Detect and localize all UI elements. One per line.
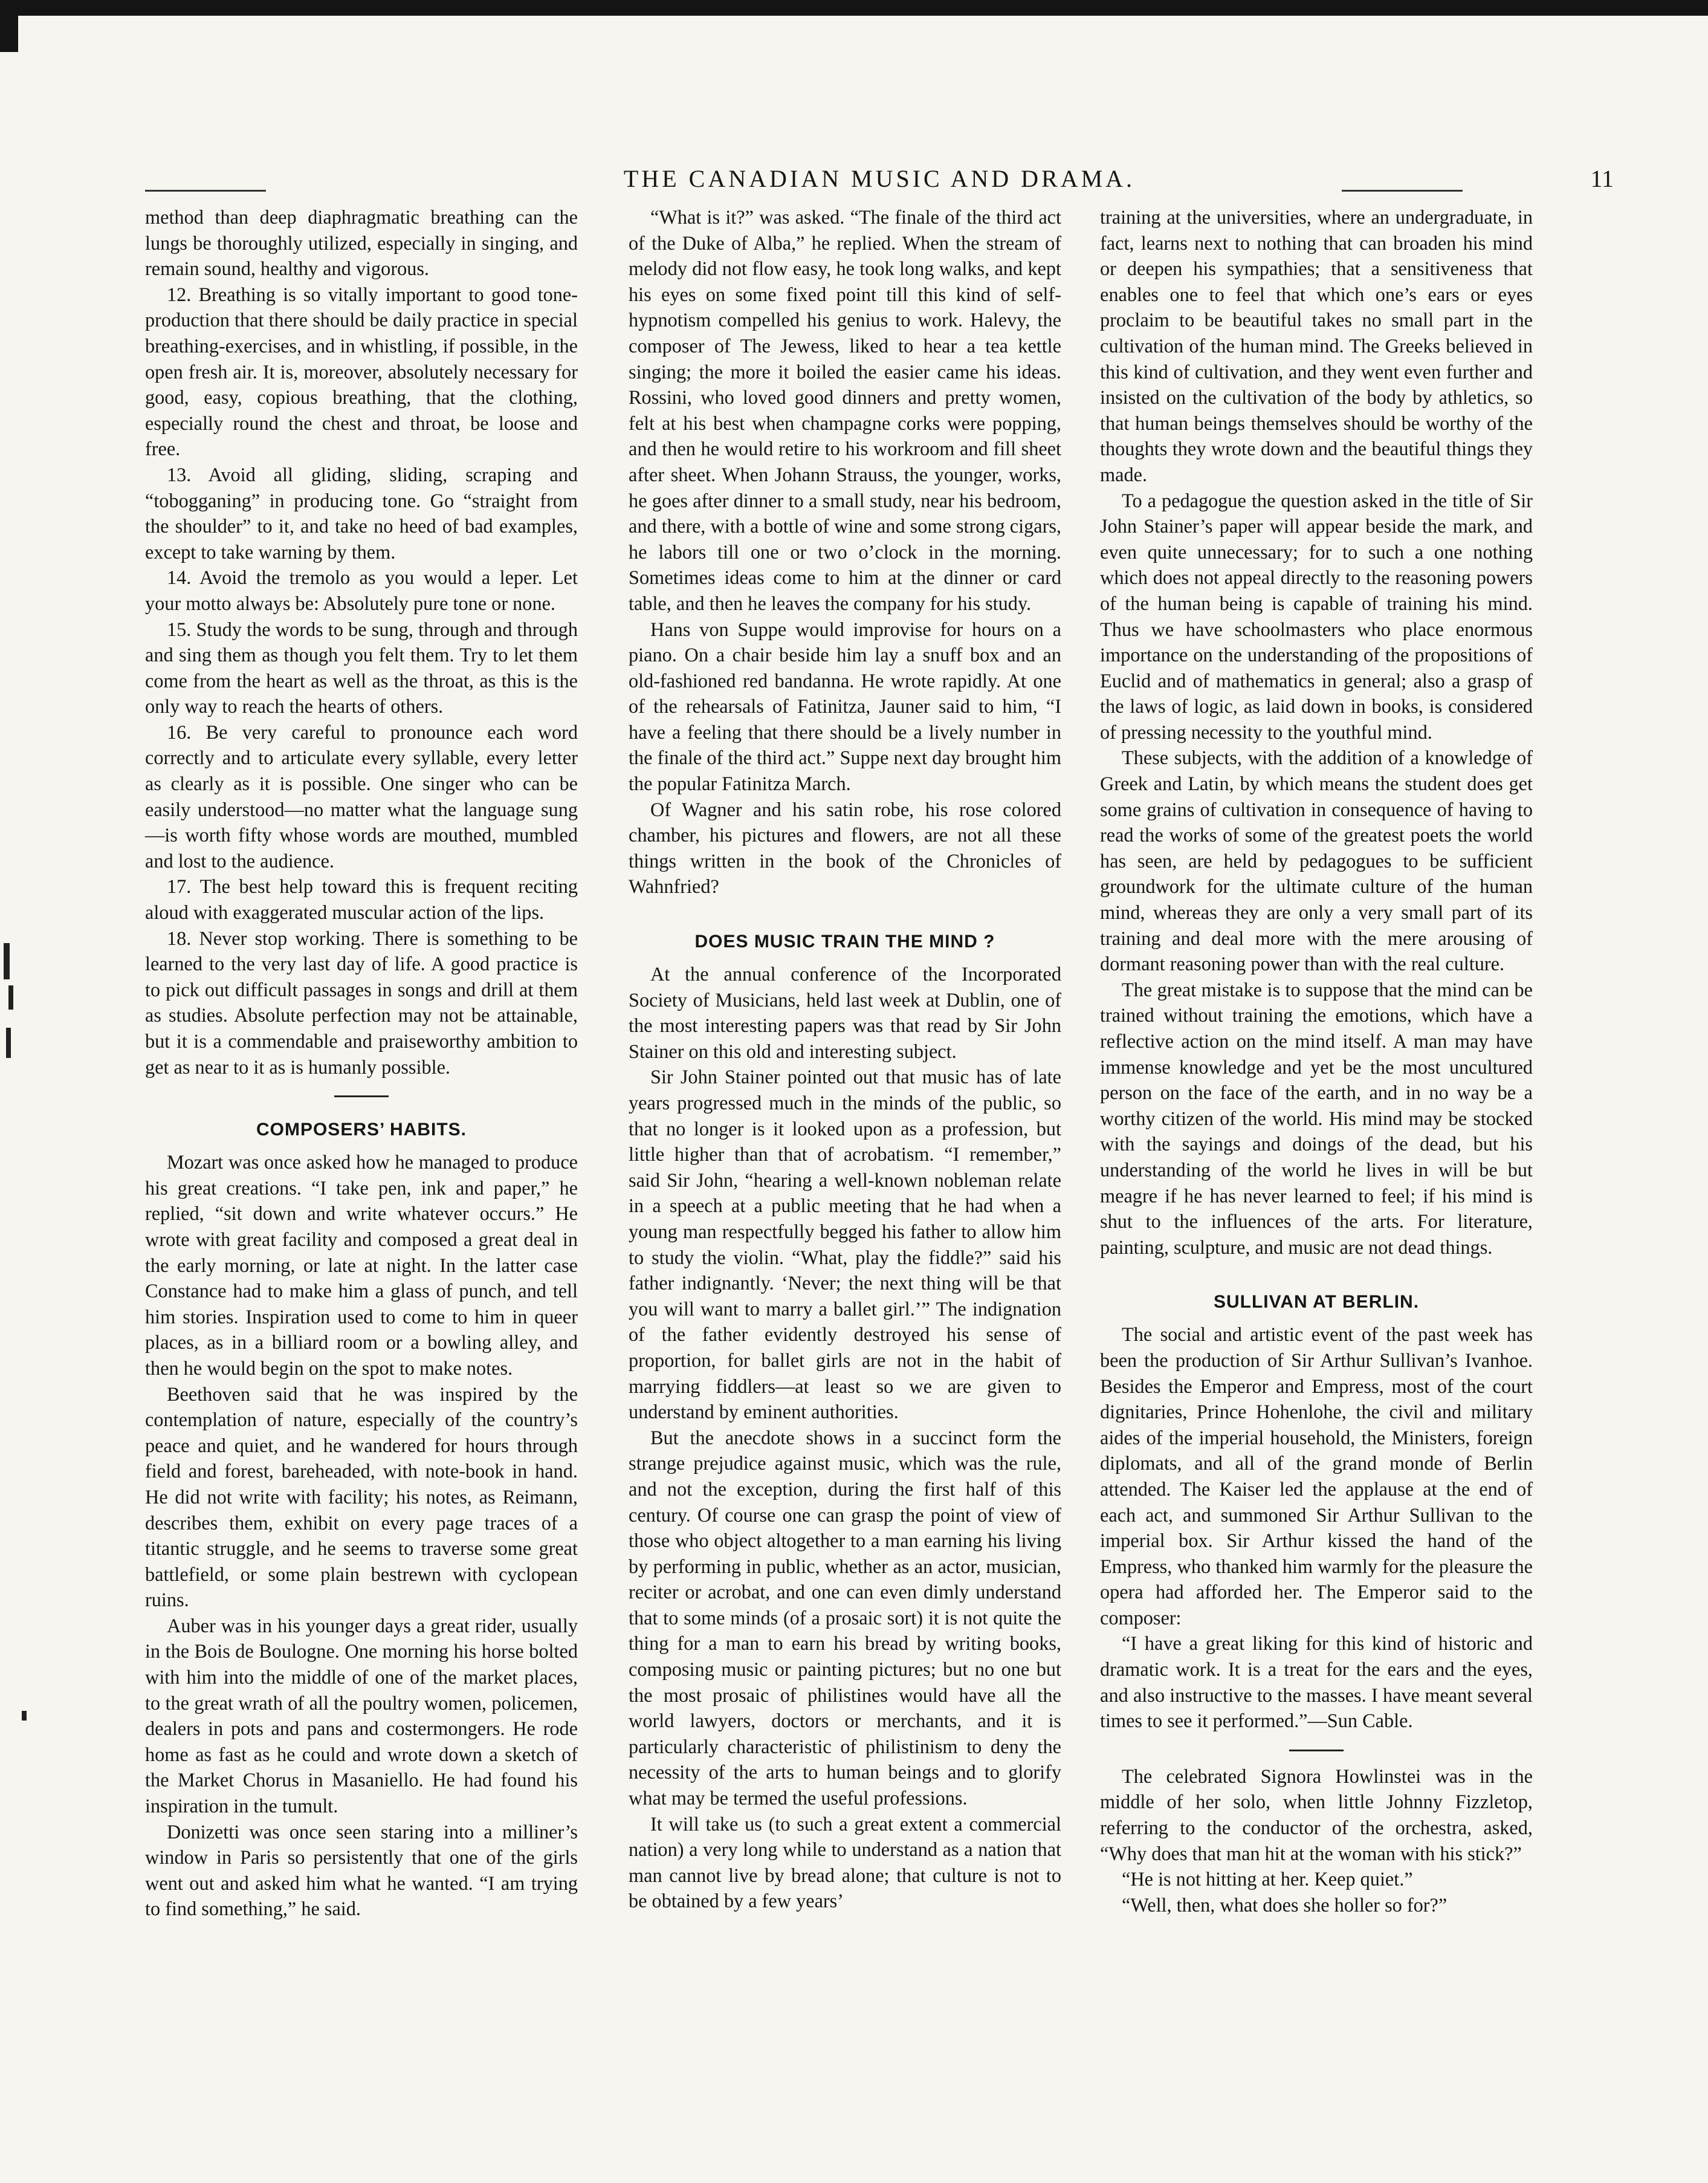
page-header <box>145 164 1614 201</box>
paragraph: Sir John Stainer pointed out that music has of late years progressed much in the minds of the public, so that no longer is it looked upon as a profession, but little higher than that of acrobatism. “I remember,” said Sir John, “hearing a well-known nobleman relate in a speech at a public meeting that he had when a young man respectfully begged his father to allow him to study the violin. “What, play the fiddle?” said his father indignantly. ‘Never; the next thing will be that you will want to marry a ballet girl.’” The indignation of the father evidently destroyed his sense of proportion, for ballet girls are not in the habit of marrying fiddlers—at least so we are given to understand by eminent authorities. <box>629 1066 1061 1423</box>
margin-mark <box>6 1028 11 1058</box>
margin-mark <box>22 1711 27 1721</box>
paragraph: Of Wagner and his satin robe, his rose colored chamber, his pictures and flowers, are not all these things written in the book of the Chronicles of Wahnfried? <box>629 798 1061 898</box>
paragraph: To a pedagogue the question asked in the title of Sir John Stainer’s paper will appear beside the mark, and even quite unnecessary; for to such a one nothing which does not appeal directly to the reasoning powers of the human being is capable of training his mind. Thus we have schoolmasters who place enormous importance on the understanding of the propositions of Euclid and of mathematics in general; also a grasp of the laws of logic, as laid down in books, is considered of pressing necessity to the youthful mind. <box>1100 489 1533 743</box>
publication-title: THE CANADIAN MUSIC AND DRAMA. <box>623 165 1136 192</box>
paragraph: training at the universities, where an undergraduate, in fact, learns next to nothing that can broaden his mind or deepen his sympathies; that a sensitiveness that enables one to feel that which one’s ears or eyes proclaim to be beautiful takes no small part in the cultivation of the human mind. The Greeks believed in this kind of cultivation, and they went even further and insisted on the cultivation of the body by athletics, so that human beings themselves should be worthy of the thoughts they wrote down and the beautiful things they made. <box>1100 206 1533 485</box>
paragraph: Hans von Suppe would improvise for hours on a piano. On a chair beside him lay a snuff box and an old-fashioned red bandanna. He wrote rapidly. At one of the rehearsals of Fatinitza, Jauner said to him, “I have a feeling that there should be a lively number in the finale of the third act.” Suppe next day brought him the popular Fatinitza March. <box>629 618 1061 795</box>
paragraph: Mozart was once asked how he managed to produce his great creations. “I take pen, ink and paper,” he replied, “sit down and write whatever occurs.” He wrote with great facility and composed a great deal in the early morning, or late at night. In the latter case Constance had to make him a glass of punch, and tell him stories. Inspiration used to come to him in queer places, as in a billiard room or a bowling alley, and then he would begin on the spot to make notes. <box>145 1151 578 1379</box>
paragraph: 12. Breathing is so vitally important to good tone-production that there should be daily practice in special breathing-exercises, and in whistling, if possible, in the open fresh air. It is, moreover, absolutely necessary for good, easy, copious breathing, that the clothing, especially round the chest and throat, be loose and free. <box>145 283 578 460</box>
paragraph: 13. Avoid all gliding, sliding, scraping and “tobogganing” in producing tone. Go “straight from the shoulder” to it, and take no heed of bad examples, except to take warning by them. <box>145 463 578 563</box>
margin-mark <box>4 943 10 979</box>
section-heading-does-music-train-the-mind: DOES MUSIC TRAIN THE MIND ? <box>694 932 995 952</box>
paragraph: The social and artistic event of the past week has been the production of Sir Arthur Sullivan’s Ivanhoe. Besides the Emperor and Empress, most of the court dignitaries, Prince Hohenlohe, the civil and military aides of the imperial household, the Ministers, foreign diplomats, and all of the grand monde of Berlin attended. The Kaiser led the applause at the end of each act, and summoned Sir Arthur Sullivan to the imperial box. Sir Arthur kissed the hand of the Empress, who thanked him warmly for the pleasure the opera had afforded her. The Emperor said to the composer: <box>1100 1323 1533 1629</box>
paragraph: The great mistake is to suppose that the mind can be trained without training the emotions, which have a reflective action on the mind itself. A man may have immense knowledge and yet be the most uncultured person on the face of the earth, and in no way be a worthy citizen of the world. His mind may be stocked with the sayings and doings of the dead, but his understanding of the world he lives in will be but meagre if he has never learned to feel; if his mind is shut to the influences of the arts. For literature, painting, sculpture, and music are not dead things. <box>1100 978 1533 1258</box>
paragraph: But the anecdote shows in a succinct form the strange prejudice against music, which was the rule, and not the exception, during the first half of this century. Of course one can grasp the point of view of those who object altogether to a man earning his living by performing in public, whether as an actor, musician, reciter or acrobat, and one can even dimly understand that to some minds (of a prosaic sort) it is not quite the thing for a man to earn his bread by writing books, composing music or painting pictures; but no one but the most prosaic of philistines would have all the world lawyers, doctors or merchants, and it is particularly characteristic of philistinism to deny the necessity of the arts to human beings and to glorify what may be termed the useful professions. <box>629 1426 1061 1809</box>
paragraph: Beethoven said that he was inspired by the contemplation of nature, especially of the country’s peace and quiet, and he wandered for hours through field and forest, bareheaded, with note-book in hand. He did not write with facility; his notes, as Reimann, describes them, exhibit on every page traces of a titantic struggle, and he seems to traverse some great battlefield, or some plain bestrewn with cyclopean ruins. <box>145 1383 578 1611</box>
section-separator <box>334 1095 389 1097</box>
paragraph: Auber was in his younger days a great rider, usually in the Bois de Boulogne. One morning his horse bolted with him into the middle of one of the market places, to the great wrath of all the poultry women, policemen, dealers in pots and pans and costermongers. He rode home as fast as he could and wrote down a sketch of the Market Chorus in Masaniello. He had found his inspiration in the tumult. <box>145 1614 578 1817</box>
paragraph: method than deep diaphragmatic breathing can the lungs be thoroughly utilized, especially in singing, and remain sound, healthy and vigorous. <box>145 206 578 280</box>
paragraph: It will take us (to such a great extent a commercial nation) a very long while to understand as a nation that man cannot live by bread alone; that culture is not to be obtained by a few years’ <box>629 1812 1061 1912</box>
paragraph: “I have a great liking for this kind of historic and dramatic work. It is a treat for the ears and the eyes, and also instructive to the masses. I have meant several times to see it performed.”—Sun Cable. <box>1100 1632 1533 1732</box>
margin-mark <box>8 985 13 1010</box>
paragraph: 14. Avoid the tremolo as you would a leper. Let your motto always be: Absolutely pure tone or none. <box>145 566 578 614</box>
paragraph: 16. Be very careful to pronounce each word correctly and to articulate every syllable, every letter as clearly as it is possible. One singer who can be easily understood—no matter what the language sung—is worth fifty whose words are mouthed, mumbled and lost to the audience. <box>145 721 578 872</box>
paragraph: 17. The best help toward this is frequent reciting aloud with exaggerated muscular action of the lips. <box>145 875 578 924</box>
paragraph: “What is it?” was asked. “The finale of the third act of the Duke of Alba,” he replied. When the stream of melody did not flow easy, he took long walks, and kept his eyes on some fixed point till this kind of self-hypnotism compelled his genius to work. Halevy, the composer of The Jewess, liked to hear a tea kettle singing; the more it boiled the easier came his ideas. Rossini, who loved good dinners and pretty women, felt at his best when champagne corks were popping, and then he would retire to his workroom and fill sheet after sheet. When Johann Strauss, the younger, works, he goes after dinner to a small study, near his bedroom, and there, with a bottle of wine and some strong cigars, he labors till one or two o’clock in the morning. Sometimes ideas come to him at the dinner or card table, and then he leaves the company for his study. <box>629 206 1061 614</box>
column-left <box>145 204 578 1922</box>
top-border-rule <box>0 0 1708 16</box>
paragraph: The celebrated Signora Howlinstei was in the middle of her solo, when little Johnny Fizzletop, referring to the conductor of the orchestra, asked, “Why does that man hit at the woman with his stick?” <box>1100 1765 1533 1864</box>
paragraph: “Well, then, what does she holler so for?” <box>1122 1893 1448 1916</box>
paragraph: At the annual conference of the Incorporated Society of Musicians, held last week at Dublin, one of the most interesting papers was that read by Sir John Stainer on this old and interesting subject. <box>629 963 1061 1062</box>
paragraph: 18. Never stop working. There is something to be learned to the very last day of life. A good practice is to pick out difficult passages in songs and drill at them as studies. Absolute perfection may not be attainable, but it is a commendable and praiseworthy ambition to get as near to it as is humanly possible. <box>145 927 578 1078</box>
paragraph: “He is not hitting at her. Keep quiet.” <box>1122 1868 1413 1890</box>
page-number: 11 <box>1590 165 1614 192</box>
paragraph: These subjects, with the addition of a knowledge of Greek and Latin, by which means the student does get some grains of cultivation in consequence of having to read the works of some of the greatest poets the world has seen, are held by pedagogues to be sufficient groundwork for the ultimate culture of the human mind, whereas they are only a very small part of its training and deal more with the mere arousing of dormant reasoning power than with the real culture. <box>1100 747 1533 975</box>
paragraph: Donizetti was once seen staring into a milliner’s window in Paris so persistently that one of the girls went out and asked him what he wanted. “I am trying to find something,” he said. <box>145 1820 578 1920</box>
header-dash-left <box>145 190 266 192</box>
header-dash-right <box>1342 190 1463 192</box>
left-edge-mark <box>0 16 18 52</box>
section-separator <box>1289 1750 1344 1751</box>
section-heading-sullivan-at-berlin: SULLIVAN AT BERLIN. <box>1213 1292 1420 1312</box>
column-right <box>1100 204 1533 1918</box>
column-middle <box>629 204 1061 1914</box>
section-heading-composers-habits: COMPOSERS’ HABITS. <box>256 1120 467 1140</box>
paragraph: 15. Study the words to be sung, through and through and sing them as though you felt them. Try to let them come from the heart as well as the throat, as this is the only way to reach the hearts of others. <box>145 618 578 718</box>
